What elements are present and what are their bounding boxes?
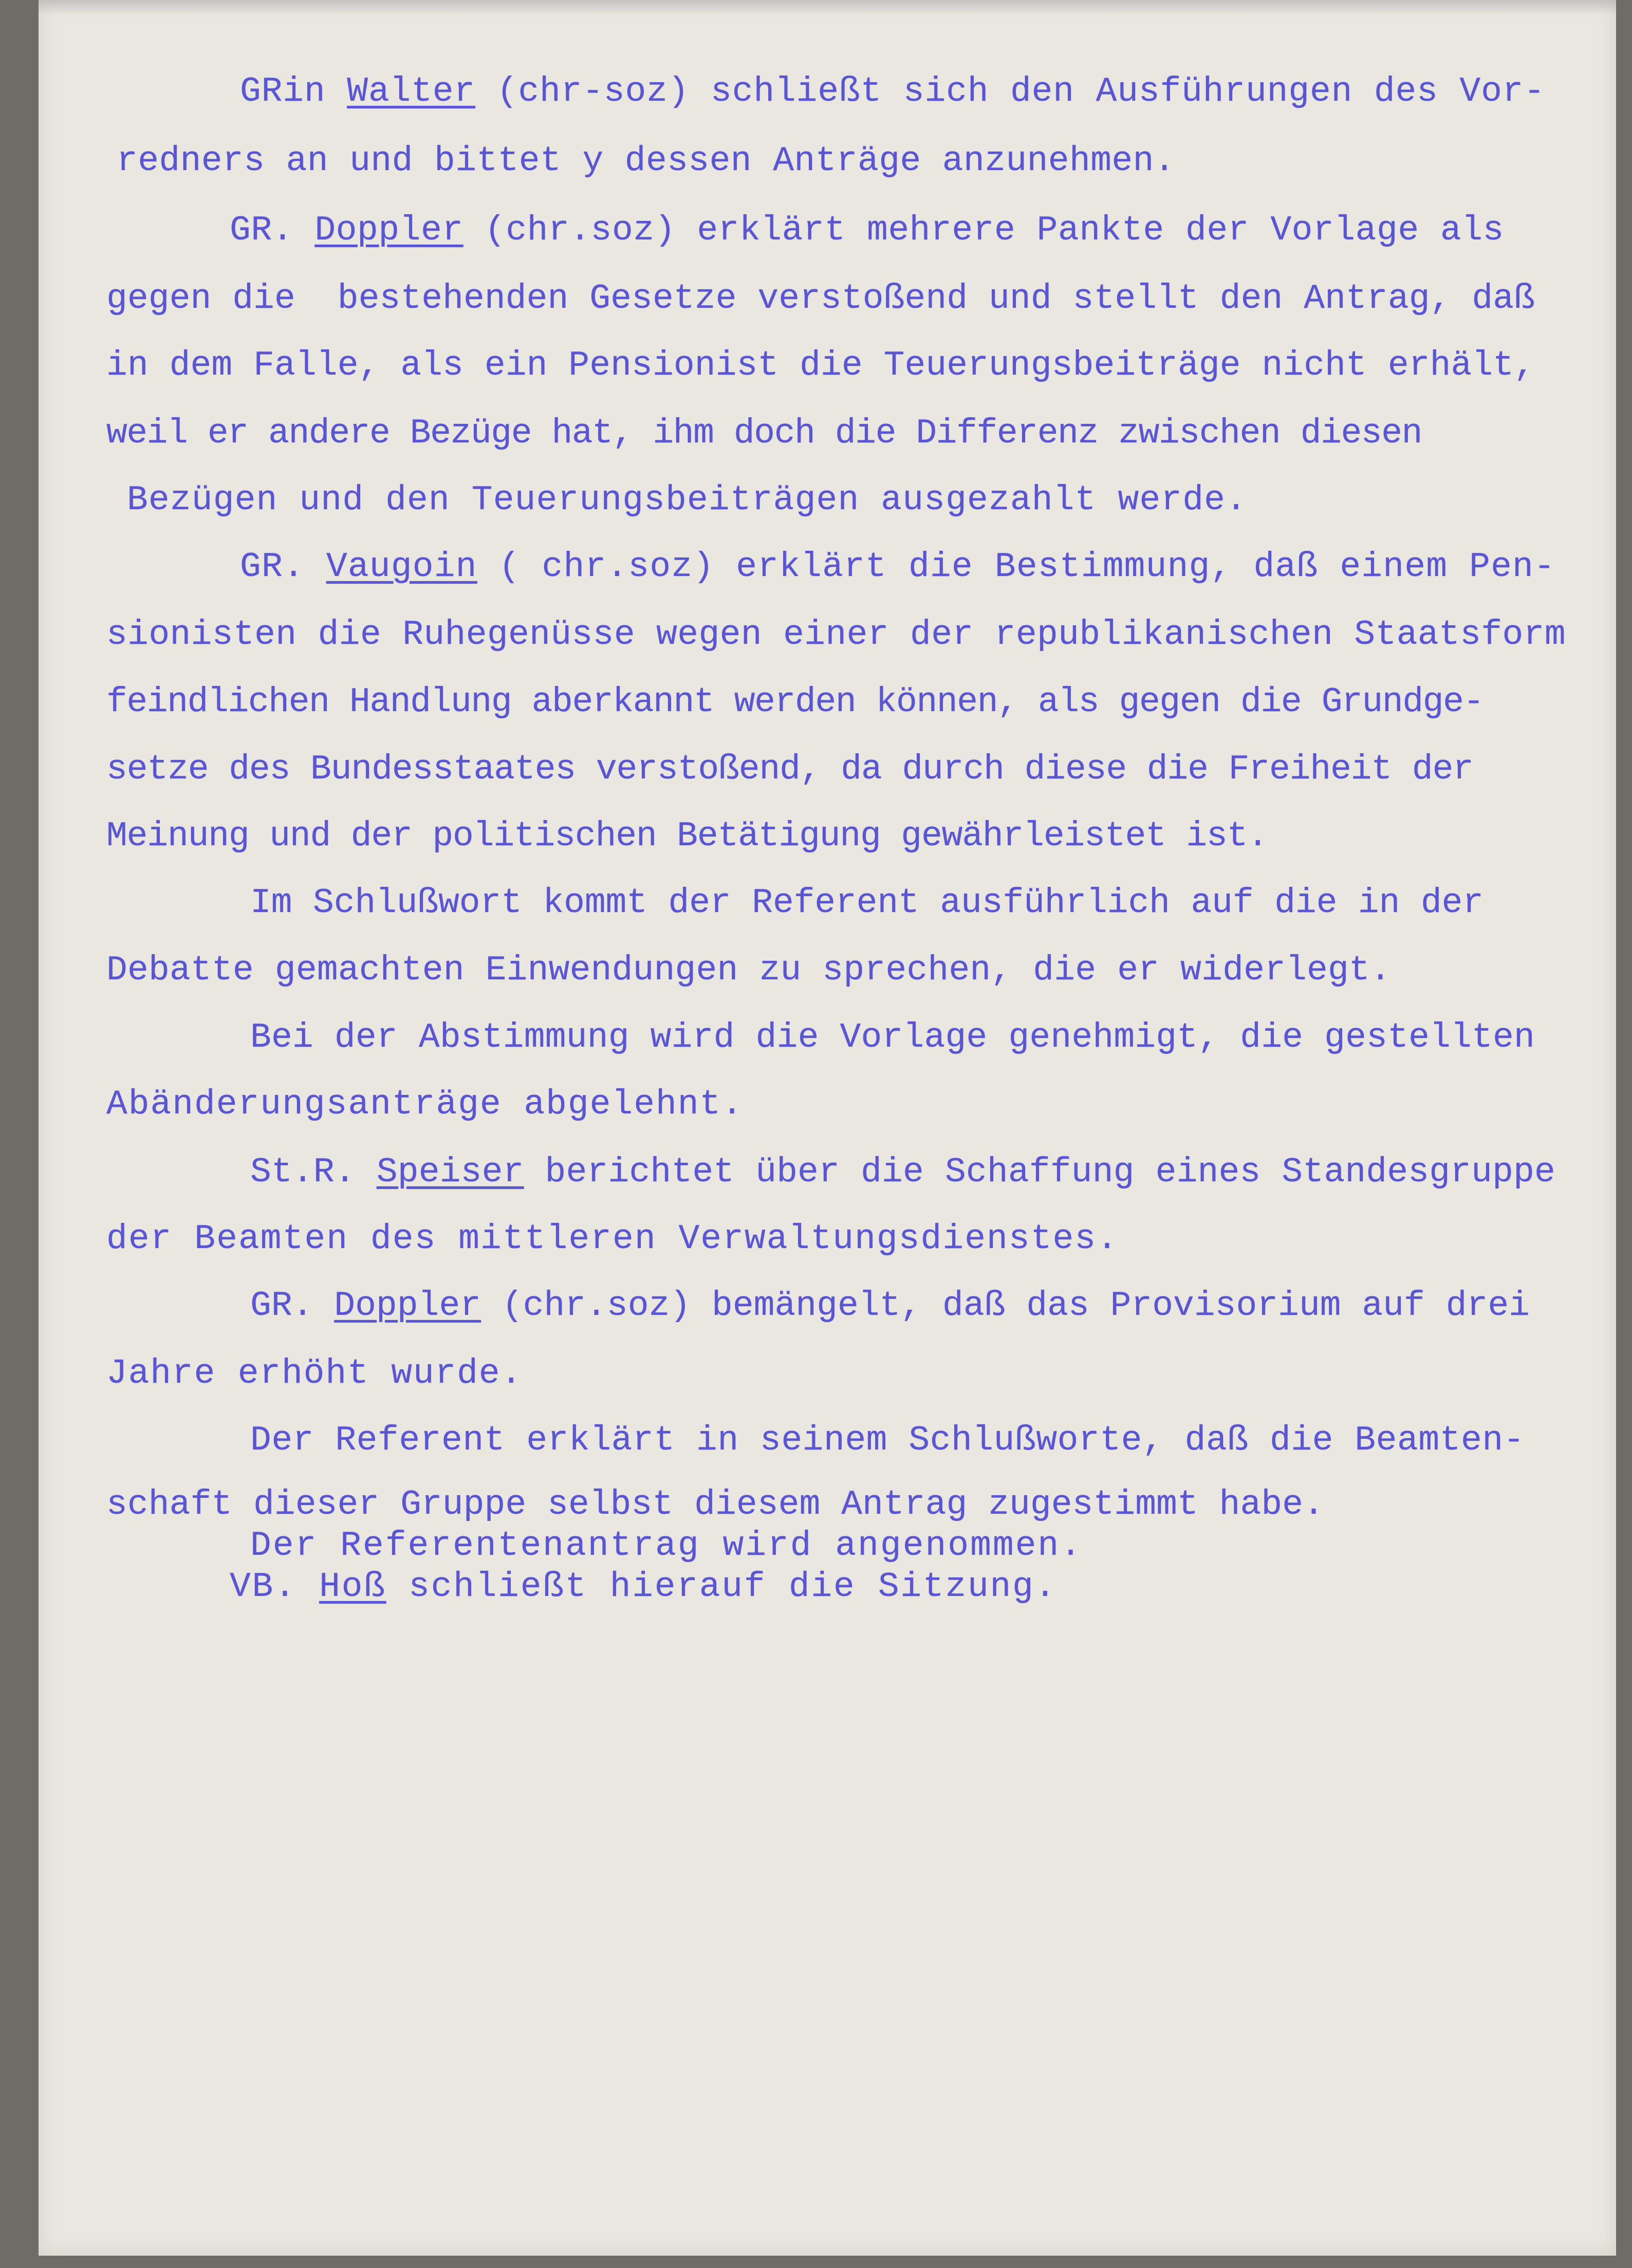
text-segment: Im Schlußwort kommt der Referent ausführlich auf die in der [250, 883, 1483, 923]
text-segment: (chr.soz) erklärt mehrere Pankte der Vorlage als [463, 211, 1505, 250]
text-segment: Bezügen und den Teuerungsbeiträgen ausgezahlt werde. [127, 480, 1247, 520]
text-segment: Abänderungsanträge abgelehnt. [106, 1085, 744, 1124]
text-line [230, 213, 1504, 248]
text-line [106, 1219, 1119, 1259]
text-line [106, 348, 1535, 383]
speaker-name: Walter [347, 72, 476, 111]
speaker-name: Vaugoin [326, 547, 477, 587]
text-line [240, 547, 1555, 587]
text-line [106, 1485, 1324, 1525]
text-line [106, 1356, 523, 1391]
text-segment: schließt hierauf die Sitzung. [386, 1567, 1058, 1607]
text-line [106, 816, 1268, 856]
text-segment: sionisten die Ruhegenüsse wegen einer der republikanischen Staatsform [106, 615, 1566, 655]
text-segment: (chr-soz) schließt sich den Ausführungen des Vor- [475, 72, 1545, 111]
text-segment: VB. [230, 1567, 320, 1607]
text-line [230, 1567, 1058, 1607]
text-segment: in dem Falle, als ein Pensionist die Teuerungsbeiträge nicht erhält, [106, 346, 1535, 385]
text-segment: setze des Bundesstaates verstoßend, da durch diese die Freiheit der [106, 750, 1473, 789]
speaker-name: Hoß [319, 1567, 386, 1607]
text-line [240, 72, 1545, 111]
text-line [106, 416, 1422, 451]
text-segment: der Beamten des mittleren Verwaltungsdienstes. [106, 1219, 1119, 1259]
text-line [250, 1020, 1535, 1055]
text-segment: schaft dieser Gruppe selbst diesem Antrag zugestimmt habe. [106, 1485, 1324, 1525]
text-segment: GRin [240, 72, 347, 111]
document-body [39, 0, 1616, 2256]
text-line [250, 1286, 1530, 1326]
text-segment: Jahre erhöht wurde. [106, 1354, 523, 1393]
text-segment: Meinung und der politischen Betätigung gewährleistet ist. [106, 816, 1268, 856]
text-segment: Debatte gemachten Einwendungen zu sprechen, die er widerlegt. [106, 951, 1391, 990]
text-segment: weil er andere Bezüge hat, ihm doch die Differenz zwischen diesen [106, 414, 1422, 453]
document-page [39, 0, 1616, 2256]
text-line [106, 1087, 744, 1122]
speaker-name: Doppler [314, 211, 463, 250]
text-line [117, 141, 1175, 181]
text-segment: feindlichen Handlung aberkannt werden können, als gegen die Grundge- [106, 682, 1483, 722]
text-segment: redners an und bittet y dessen Anträge anzunehmen. [117, 141, 1175, 181]
speaker-name: Speiser [376, 1152, 524, 1192]
text-line [106, 682, 1483, 722]
text-segment: ( chr.soz) erklärt die Bestimmung, daß einem Pen- [477, 547, 1555, 587]
text-line [106, 752, 1473, 787]
text-segment: gegen die bestehenden Gesetze verstoßend und stellt den Antrag, daß [106, 279, 1535, 319]
text-line [127, 480, 1247, 520]
text-line [250, 1152, 1555, 1192]
text-line [106, 953, 1391, 988]
text-segment: GR. [230, 211, 315, 250]
speaker-name: Doppler [334, 1286, 481, 1326]
text-segment: Der Referentenantrag wird angenommen. [250, 1526, 1083, 1566]
text-segment: berichtet über die Schaffung eines Standesgruppe [524, 1152, 1555, 1192]
text-line [250, 1526, 1083, 1566]
text-segment: Bei der Abstimmung wird die Vorlage genehmigt, die gestellten [250, 1018, 1535, 1057]
text-segment: (chr.soz) bemängelt, daß das Provisorium auf drei [481, 1286, 1530, 1326]
text-line [106, 615, 1566, 655]
text-segment: St.R. [250, 1152, 377, 1192]
text-segment: GR. [240, 547, 326, 587]
text-segment: GR. [250, 1286, 335, 1326]
text-line [250, 883, 1483, 923]
text-segment: Der Referent erklärt in seinem Schlußworte, daß die Beamten- [250, 1421, 1525, 1460]
text-line [250, 1423, 1525, 1458]
text-line [106, 279, 1535, 319]
